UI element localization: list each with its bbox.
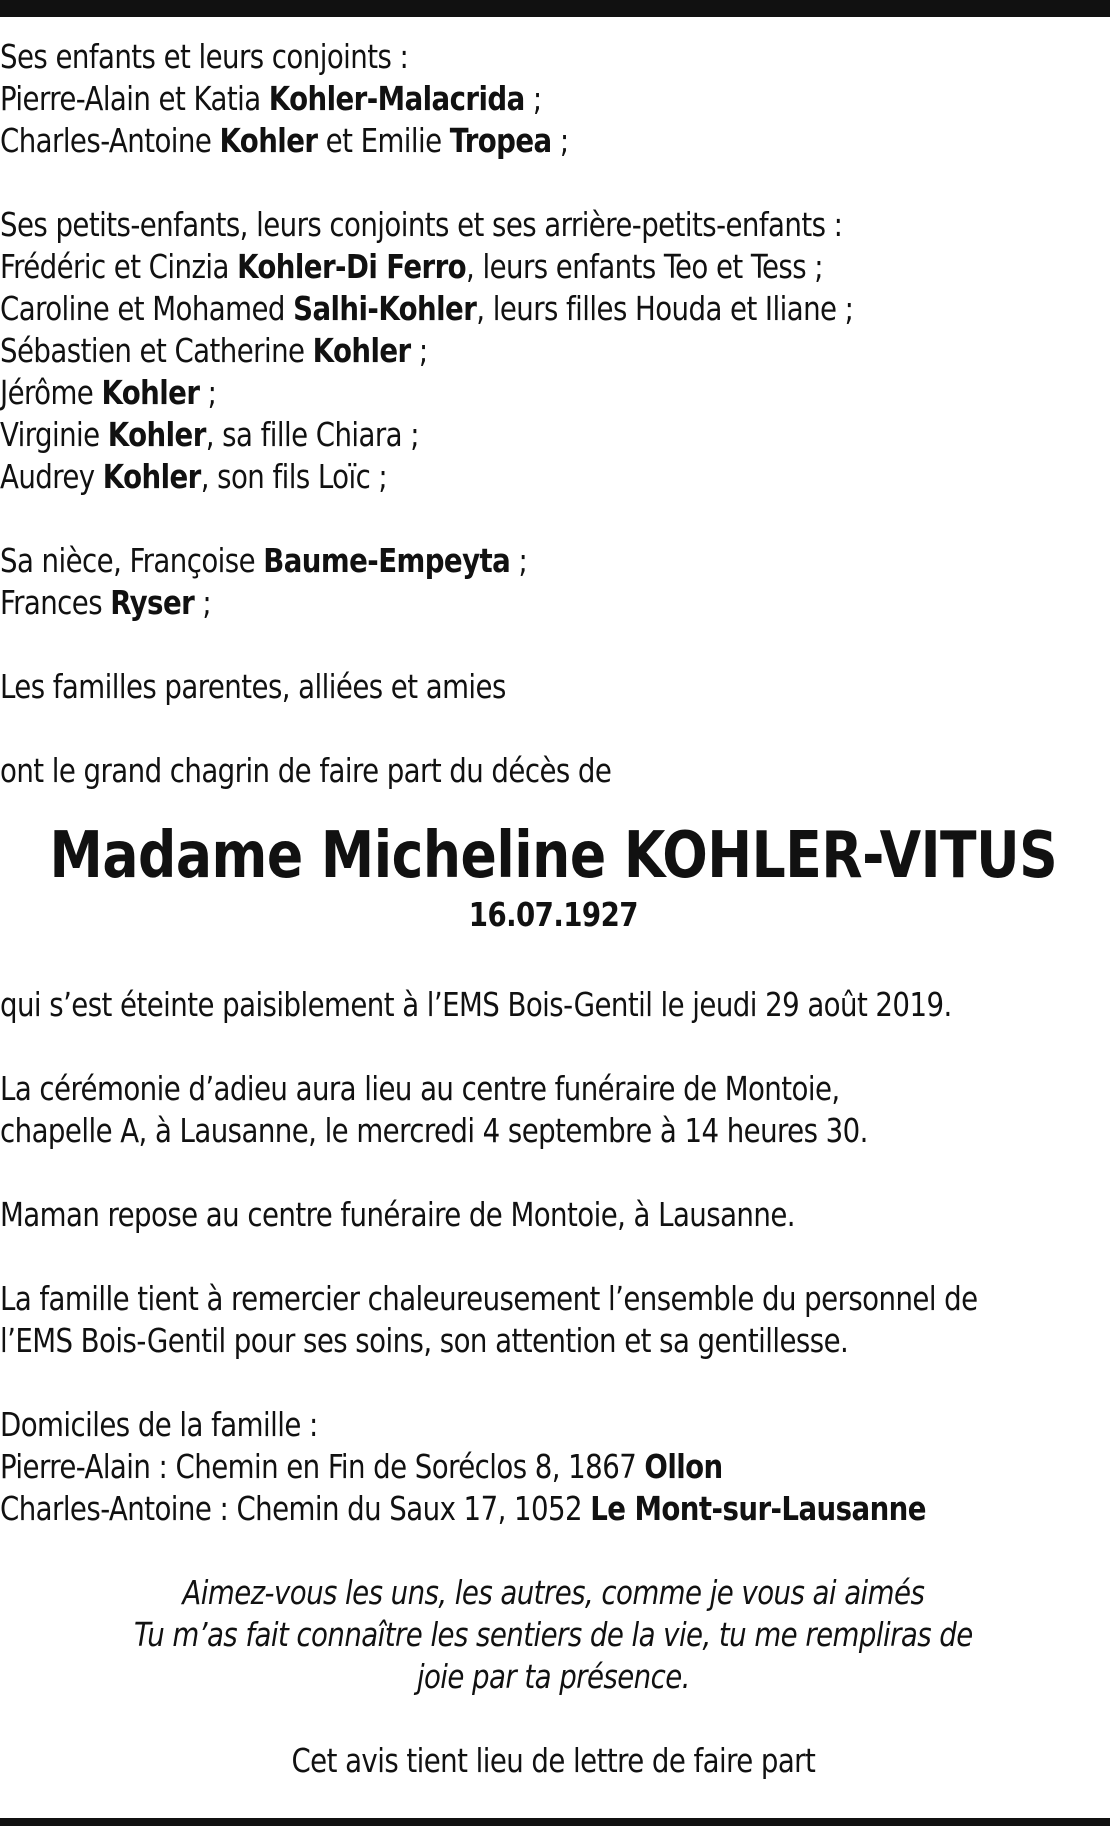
families-line: Les familles parentes, alliées et amies [0,667,506,706]
bottom-rule [0,1818,1110,1826]
obituary-notice [0,36,1058,1782]
grandchild-entry: Caroline et Mohamed Salhi-Kohler, leurs filles Houda et Iliane ; [0,289,854,328]
grandchild-entry: Sébastien et Catherine Kohler ; [0,331,428,370]
ceremony-line: chapelle A, à Lausanne, le mercredi 4 septembre à 14 heures 30. [0,1111,868,1150]
verse-line: Aimez-vous les uns, les autres, comme je vous ai aimés [182,1573,925,1612]
verse-line: joie par ta présence. [416,1657,690,1696]
addresses-intro: Domiciles de la famille : [0,1405,318,1444]
passing-line: qui s’est éteinte paisiblement à l’EMS Bois-Gentil le jeudi 29 août 2019. [0,985,952,1024]
verse-line: Tu m’as fait connaître les sentiers de la vie, tu me rempliras de [134,1615,973,1654]
child-entry: Charles-Antoine Kohler et Emilie Tropea ; [0,121,569,160]
relative-entry: Sa nièce, Françoise Baume-Empeyta ; [0,541,528,580]
top-rule [0,0,1110,17]
children-intro: Ses enfants et leurs conjoints : [0,37,409,76]
deceased-name: Madame Micheline KOHLER-VITUS [49,819,1058,893]
thanks-line: l’EMS Bois-Gentil pour ses soins, son attention et sa gentillesse. [0,1321,849,1360]
birth-date: 16.07.1927 [468,895,638,934]
grandchild-entry: Audrey Kohler, son fils Loïc ; [0,457,388,496]
grandchild-entry: Virginie Kohler, sa fille Chiara ; [0,415,419,454]
address-entry: Charles-Antoine : Chemin du Saux 17, 1052 Le Mont-sur-Lausanne [0,1489,926,1528]
closing-line: Cet avis tient lieu de lettre de faire part [291,1741,816,1780]
ceremony-line: La cérémonie d’adieu aura lieu au centre funéraire de Montoie, [0,1069,840,1108]
child-entry: Pierre-Alain et Katia Kohler-Malacrida ; [0,79,542,118]
grandchildren-intro: Ses petits-enfants, leurs conjoints et ses arrière-petits-enfants : [0,205,843,244]
grandchild-entry: Frédéric et Cinzia Kohler-Di Ferro, leurs enfants Teo et Tess ; [0,247,824,286]
grandchild-entry: Jérôme Kohler ; [0,373,217,412]
announce-line: ont le grand chagrin de faire part du décès de [0,751,612,790]
thanks-line: La famille tient à remercier chaleureusement l’ensemble du personnel de [0,1279,978,1318]
relative-entry: Frances Ryser ; [0,583,212,622]
address-entry: Pierre-Alain : Chemin en Fin de Soréclos 8, 1867 Ollon [0,1447,723,1486]
rest-line: Maman repose au centre funéraire de Montoie, à Lausanne. [0,1195,795,1234]
